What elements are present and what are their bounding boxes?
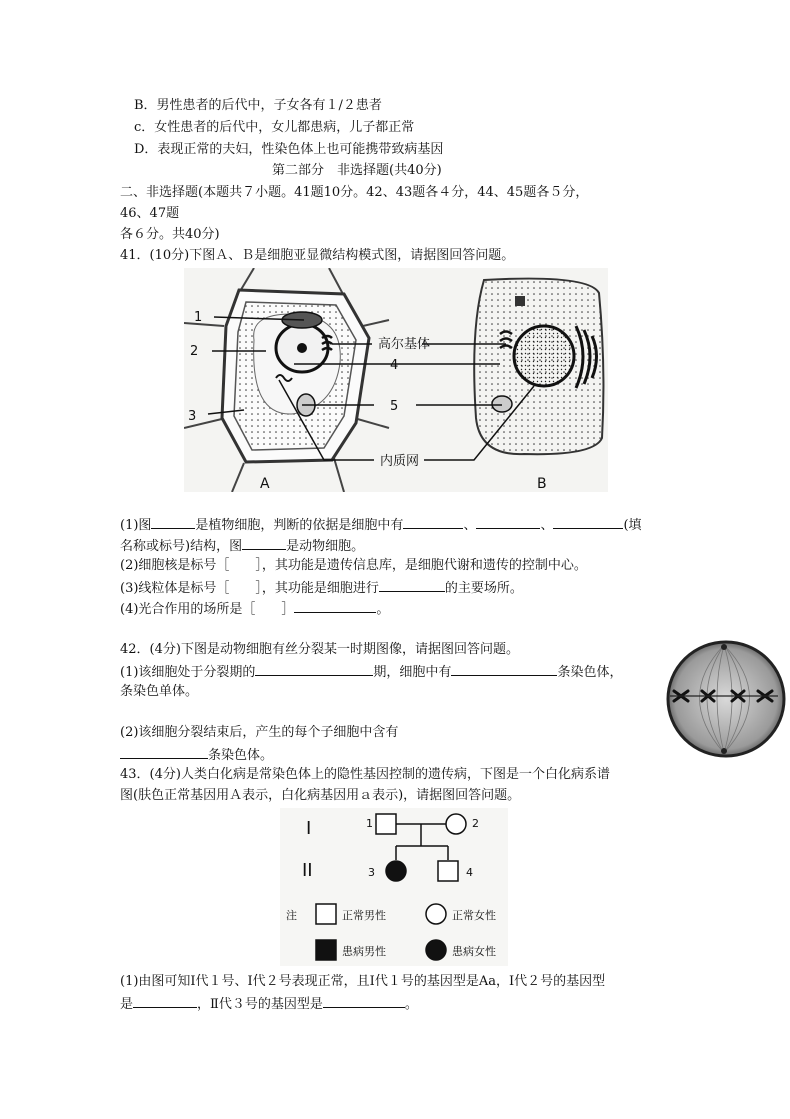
q42-stem: 42．(4分)下图是动物细胞有丝分裂某一时期图像，请据图回答问题。 — [120, 642, 519, 657]
answer-blank[interactable] — [553, 515, 623, 529]
q41-part2: (2)细胞核是标号［ ］，其功能是遗传信息库，是细胞代谢和遗传的控制中心。 — [120, 558, 587, 573]
q42-part1-line1: (1)该细胞处于分裂期的 期，细胞中有 条染色体， — [120, 662, 622, 682]
legend-affected-male-icon — [316, 940, 336, 960]
label-golgi: 高尔基体 — [378, 337, 431, 352]
cell-b-centrosome — [515, 296, 525, 306]
part2-intro-line1: 二、非选择题(本题共７小题。41题10分。42、43题各４分，44、45题各５分， — [120, 185, 589, 200]
label-cell-a: A — [260, 476, 270, 492]
label-5: 5 — [390, 399, 399, 414]
answer-blank[interactable] — [403, 515, 463, 529]
label-1: 1 — [194, 310, 203, 325]
generation-2-label: II — [302, 860, 313, 881]
q41-part1-line1: (1)图 是植物细胞，判断的依据是细胞中有 、 、 (填 — [120, 515, 642, 535]
mitosis-figure — [660, 637, 788, 763]
legend-normal-female: 正常女性 — [452, 909, 496, 922]
answer-blank[interactable] — [120, 745, 208, 759]
id-3: 3 — [368, 866, 375, 879]
label-2: 2 — [190, 344, 199, 359]
option-c: c．女性患者的后代中，女儿都患病，儿子都正常 — [134, 120, 415, 135]
pedigree-figure — [280, 808, 508, 966]
q42-part2-line1: (2)该细胞分裂结束后，产生的每个子细胞中含有 — [120, 725, 399, 740]
answer-blank[interactable] — [255, 662, 373, 676]
answer-blank[interactable] — [476, 515, 540, 529]
centrosome-top — [721, 644, 727, 650]
label-3: 3 — [188, 409, 197, 424]
label-cell-b: B — [537, 476, 547, 492]
q42-part2-line2: 条染色体。 — [120, 745, 273, 765]
legend-affected-female: 患病女性 — [452, 945, 496, 958]
generation-1-label: I — [306, 818, 312, 839]
ii4-normal-male — [438, 861, 458, 881]
cell-b-nucleus — [514, 326, 574, 386]
part2-intro-line3: 各６分。共40分) — [120, 227, 220, 242]
legend-normal-female-icon — [426, 904, 446, 924]
part2-intro-line2: 46、47题 — [120, 206, 180, 221]
label-4: 4 — [390, 358, 399, 373]
id-2: 2 — [472, 817, 479, 830]
id-1: 1 — [366, 817, 373, 830]
q41-part4: (4)光合作用的场所是［ ］ 。 — [120, 599, 389, 619]
id-4: 4 — [466, 866, 473, 879]
answer-blank[interactable] — [323, 994, 405, 1008]
part2-title: 第二部分 非选择题(共40分) — [272, 163, 442, 178]
q42-part1-line2: 条染色单体。 — [120, 684, 199, 699]
cell-b-mitochondrion — [492, 396, 512, 412]
cell-a-nucleolus — [297, 343, 307, 353]
i1-normal-male — [376, 814, 396, 834]
legend-normal-male-icon — [316, 904, 336, 924]
q43-stem-line1: 43．(4分)人类白化病是常染色体上的隐性基因控制的遗传病，下图是一个白化病系谱 — [120, 767, 610, 782]
ii3-affected-female — [386, 861, 406, 881]
q41-stem: 41．(10分)下图Ａ、Ｂ是细胞亚显微结构模式图，请据图回答问题。 — [120, 248, 515, 263]
legend-affected-male: 患病男性 — [342, 945, 386, 958]
answer-blank[interactable] — [242, 536, 286, 550]
answer-blank[interactable] — [151, 515, 195, 529]
legend-note: 注 — [286, 909, 297, 922]
label-er: 内质网 — [380, 454, 420, 469]
q43-stem-line2: 图(肤色正常基因用Ａ表示，白化病基因用ａ表示)，请据图回答问题。 — [120, 788, 521, 803]
i2-normal-female — [446, 814, 466, 834]
option-d: D．表现正常的夫妇，性染色体上也可能携带致病基因 — [134, 142, 444, 157]
q43-part1-line2: 是 ，Ⅱ代３号的基因型是 。 — [120, 994, 418, 1014]
cell-structure-figure — [184, 268, 608, 492]
answer-blank[interactable] — [294, 599, 376, 613]
legend-affected-female-icon — [426, 940, 446, 960]
centrosome-bottom — [721, 748, 727, 754]
answer-blank[interactable] — [379, 578, 445, 592]
answer-blank[interactable] — [451, 662, 557, 676]
q41-part3: (3)线粒体是标号［ ］，其功能是细胞进行 的主要场所。 — [120, 578, 523, 598]
q41-part1-line2: 名称或标号)结构，图 是动物细胞。 — [120, 536, 364, 556]
q43-part1-line1: (1)由图可知Ⅰ代１号、Ⅰ代２号表现正常，且Ⅰ代１号的基因型是Aa，Ⅰ代２号的基因型 — [120, 974, 606, 989]
descent-lines — [396, 824, 448, 860]
option-b: B．男性患者的后代中，子女各有１/２患者 — [134, 98, 382, 113]
legend-normal-male: 正常男性 — [342, 909, 386, 922]
answer-blank[interactable] — [133, 994, 197, 1008]
